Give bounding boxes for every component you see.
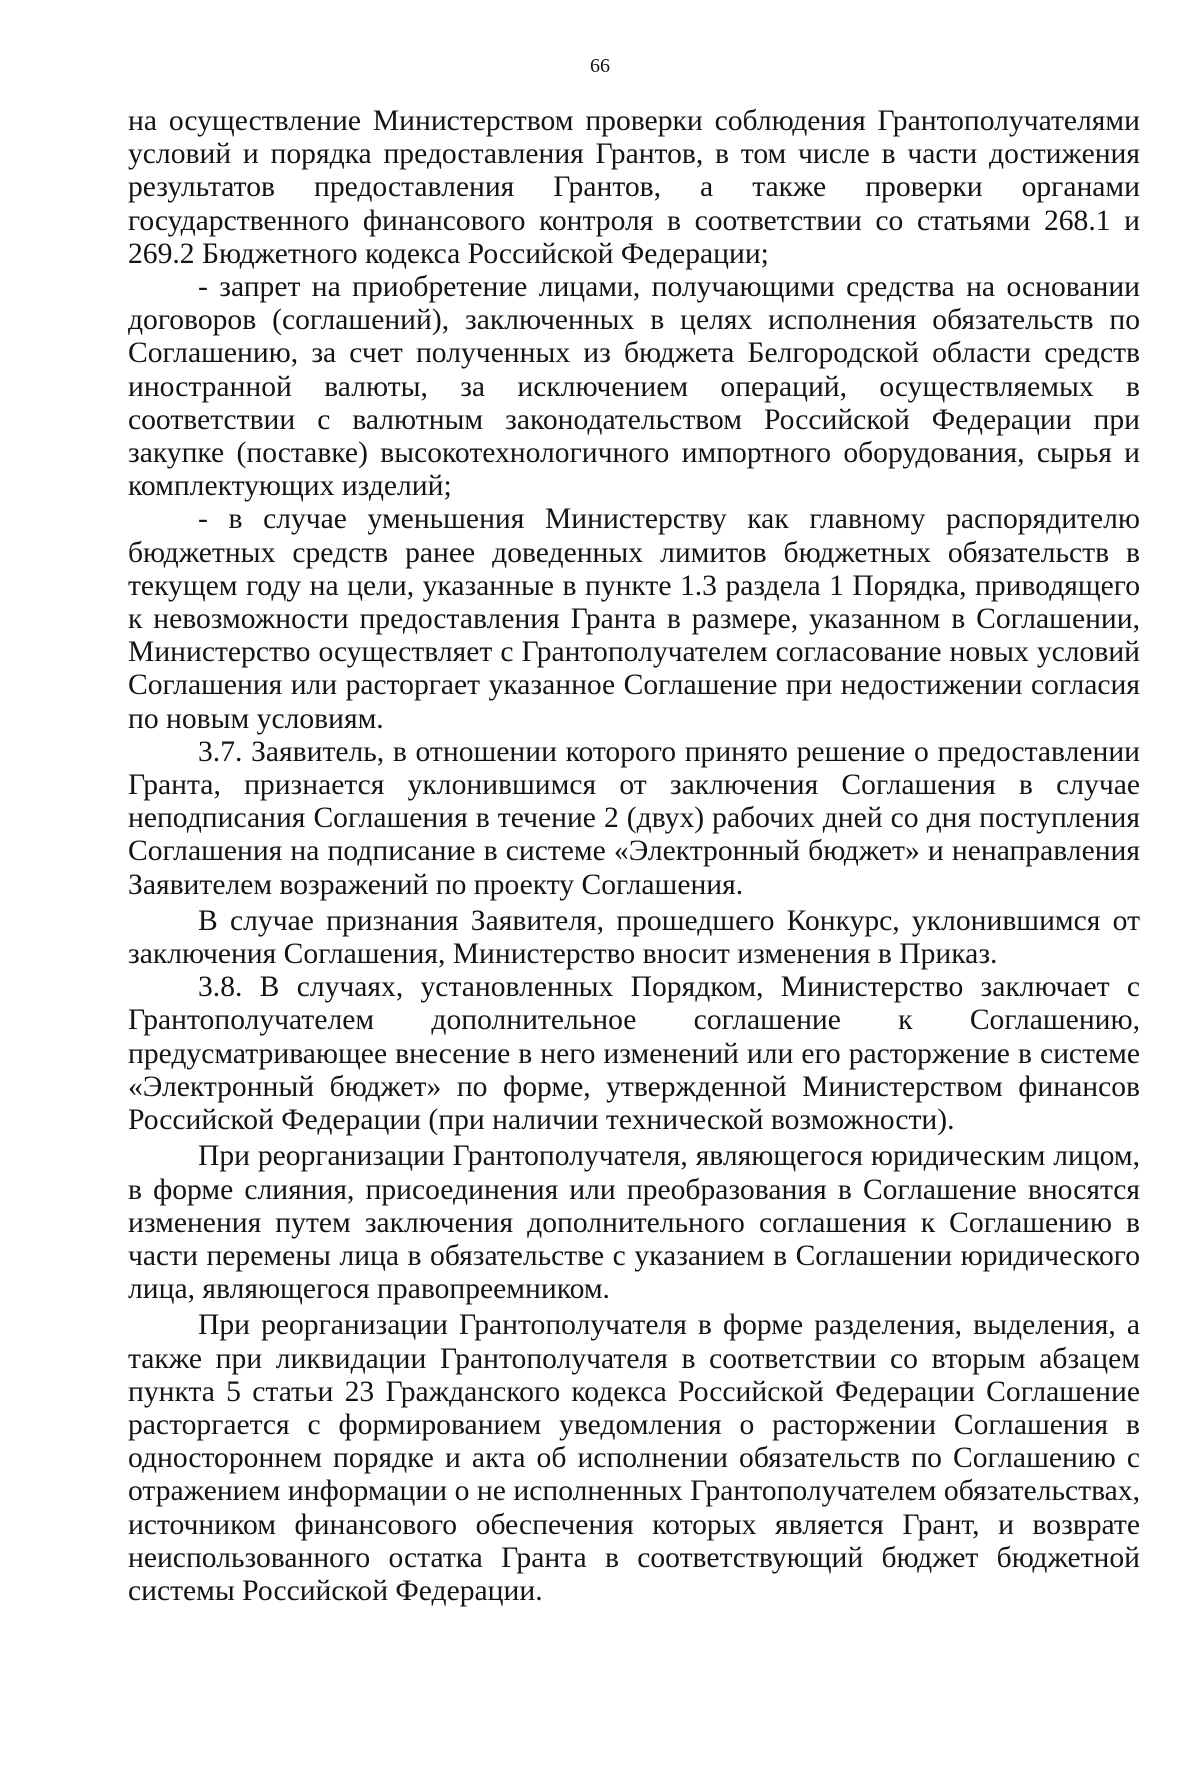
paragraph-2: - запрет на приобретение лицами, получающими средства на основании договоров (соглашений), заключенных в целях исполнения обязательств по Соглашению, за счет полученных из бюджета Белгородской области средств иностранной валюты, за исключением операций, осуществляемых в соответствии с валютным законодательством Российской Федерации при закупке (поставке) высокотехнологичного импортного оборудования, сырья и комплектующих изделий;: [128, 271, 1140, 503]
document-body: [128, 105, 1140, 1608]
paragraph-1: на осуществление Министерством проверки соблюдения Грантополучателями условий и порядка предоставления Грантов, в том числе в части достижения результатов предоставления Грантов, а также проверки органами государственного финансового контроля в соответствии со статьями 268.1 и 269.2 Бюджетного кодекса Российской Федерации;: [128, 105, 1140, 270]
paragraph-5: В случае признания Заявителя, прошедшего Конкурс, уклонившимся от заключения Соглашения, Министерство вносит изменения в Приказ.: [128, 904, 1140, 971]
paragraph-7: При реорганизации Грантополучателя, являющегося юридическим лицом, в форме слияния, присоединения или преобразования в Соглашение вносятся изменения путем заключения дополнительного соглашения к Соглашению в части перемены лица в обязательстве с указанием в Соглашении юридического лица, являющегося правопреемником.: [128, 1140, 1140, 1306]
paragraph-8: При реорганизации Грантополучателя в форме разделения, выделения, а также при ликвидации Грантополучателя в соответствии со вторым абзацем пункта 5 статьи 23 Гражданского кодекса Российской Федерации Соглашение расторгается с формированием уведомления о расторжении Соглашения в одностороннем порядке и акта об исполнении обязательств по Соглашению с отражением информации о не исполненных Грантополучателем обязательствах, источником финансового обеспечения которых является Грант, и возврате неиспользованного остатка Гранта в соответствующий бюджет бюджетной системы Российской Федерации.: [128, 1309, 1140, 1607]
paragraph-4: 3.7. Заявитель, в отношении которого принято решение о предоставлении Гранта, признается уклонившимся от заключения Соглашения в случае неподписания Соглашения в течение 2 (двух) рабочих дней со дня поступления Соглашения на подписание в системе «Электронный бюджет» и ненаправления Заявителем возражений по проекту Соглашения.: [128, 735, 1140, 901]
page-number: 66: [590, 55, 610, 77]
paragraph-6: 3.8. В случаях, установленных Порядком, Министерство заключает с Грантополучателем дополнительное соглашение к Соглашению, предусматривающее внесение в него изменений или его расторжение в системе «Электронный бюджет» по форме, утвержденной Министерством финансов Российской Федерации (при наличии технической возможности).: [128, 971, 1140, 1137]
paragraph-3: - в случае уменьшения Министерству как главному распорядителю бюджетных средств ранее доведенных лимитов бюджетных обязательств в текущем году на цели, указанные в пункте 1.3 раздела 1 Порядка, приводящего к невозможности предоставления Гранта в размере, указанном в Соглашении, Министерство осуществляет с Грантополучателем согласование новых условий Соглашения или расторгает указанное Соглашение при недостижении согласия по новым условиям.: [128, 503, 1140, 735]
